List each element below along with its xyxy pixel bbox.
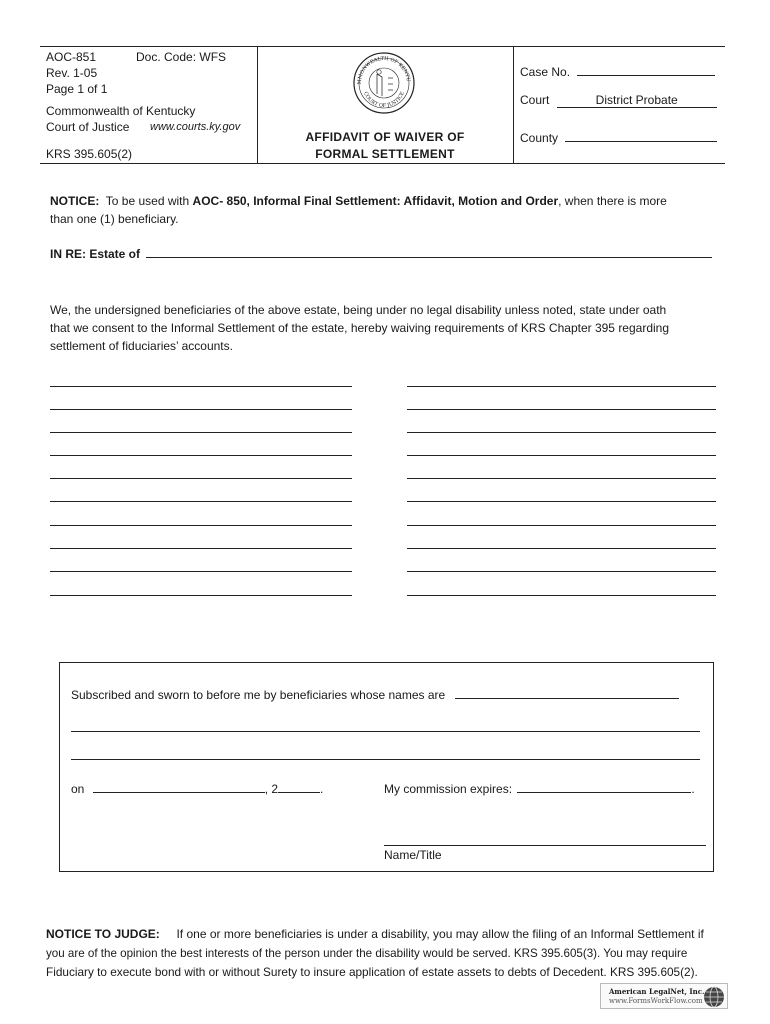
page-indicator: Page 1 of 1 <box>46 82 108 96</box>
commonwealth-label: Commonwealth of Kentucky <box>46 104 196 118</box>
year-prefix: , 2 <box>264 782 279 796</box>
case-number-line[interactable] <box>577 64 715 76</box>
judge-notice-label: NOTICE TO JUDGE: <box>46 927 160 941</box>
beneficiary-signature-line[interactable] <box>50 595 352 596</box>
notice-pre: To be used with <box>105 194 190 208</box>
court-field[interactable] <box>520 93 717 108</box>
in-re-label: IN RE: Estate of <box>50 247 141 261</box>
judge-notice-paragraph <box>46 925 726 982</box>
notice-post: , when there is more <box>558 194 667 208</box>
court-seal-icon <box>353 52 415 114</box>
notice-paragraph <box>50 192 720 228</box>
seal-text-bottom: COURT OF JUSTICE <box>362 90 406 110</box>
court-value <box>557 93 717 108</box>
beneficiary-signature-line[interactable] <box>50 525 352 526</box>
notice-form-reference: AOC- 850, Informal Final Settlement: Affidavit, Motion and Order <box>192 194 559 208</box>
beneficiary-signature-line[interactable] <box>407 548 716 549</box>
beneficiary-signature-line[interactable] <box>407 478 716 479</box>
judge-notice-line2: you are of the opinion the best interests of the person under the disability would be served. KRS 395.605(3). You may require <box>46 947 688 960</box>
notice-label: NOTICE: <box>50 194 100 208</box>
in-re-field[interactable] <box>50 246 712 261</box>
court-of-justice-label: Court of Justice <box>46 120 130 134</box>
estate-name-line[interactable] <box>146 246 712 258</box>
seal-text-top: MMONWEALTH OF KENTU <box>356 55 412 85</box>
form-number: AOC-851 <box>46 50 97 64</box>
notice-line1 <box>50 192 720 210</box>
header-bottom-rule <box>40 163 725 164</box>
footer-url[interactable]: www.FormsWorkFlow.com <box>609 997 703 1005</box>
case-number-field[interactable] <box>520 64 715 79</box>
subscribed-field[interactable] <box>71 687 679 702</box>
beneficiary-signature-line[interactable] <box>407 571 716 572</box>
form-title-line2: FORMAL SETTLEMENT <box>315 147 455 161</box>
commission-expires-line[interactable] <box>517 781 691 793</box>
on-label: on <box>71 782 85 796</box>
oath-paragraph <box>50 301 720 355</box>
oath-line2: that we consent to the Informal Settlement of the estate, hereby waiving requirements of KRS Chapter 395 regarding <box>50 321 670 335</box>
subscribed-text: Subscribed and sworn to before me by beneficiaries whose names are <box>71 688 446 702</box>
county-line[interactable] <box>565 130 717 142</box>
notice-line2: than one (1) beneficiary. <box>50 212 179 226</box>
svg-text:COURT OF JUSTICE <box>362 91 406 109</box>
beneficiary-signature-line[interactable] <box>50 409 352 410</box>
court-value-text: District Probate <box>595 93 678 107</box>
statute-reference: KRS 395.605(2) <box>46 147 133 161</box>
footer-logo <box>600 983 728 1009</box>
beneficiary-signature-line[interactable] <box>407 409 716 410</box>
date-field[interactable] <box>71 781 323 796</box>
oath-line3: settlement of fiduciaries’ accounts. <box>50 339 233 353</box>
commission-suffix: . <box>691 782 695 796</box>
beneficiary-signature-line[interactable] <box>407 386 716 387</box>
year-line[interactable] <box>278 781 320 793</box>
commission-label: My commission expires: <box>384 782 513 796</box>
beneficiary-signature-line[interactable] <box>407 501 716 502</box>
header-divider-left <box>257 46 258 163</box>
beneficiary-signature-line[interactable] <box>50 455 352 456</box>
website-link[interactable]: www.courts.ky.gov <box>150 121 241 133</box>
beneficiary-signature-line[interactable] <box>407 525 716 526</box>
header-divider-right <box>513 46 514 163</box>
commission-field[interactable] <box>384 781 695 796</box>
name-title-label: Name/Title <box>384 848 442 862</box>
beneficiary-signature-line[interactable] <box>50 548 352 549</box>
year-suffix: . <box>320 782 324 796</box>
beneficiary-signature-line[interactable] <box>407 455 716 456</box>
header-top-rule <box>40 46 725 47</box>
county-field[interactable] <box>520 130 717 145</box>
county-label: County <box>520 131 559 145</box>
beneficiary-names-line[interactable] <box>455 687 679 699</box>
beneficiary-signature-line[interactable] <box>50 478 352 479</box>
case-number-label: Case No. <box>520 65 571 79</box>
oath-line1: We, the undersigned beneficiaries of the above estate, being under no legal disability unless noted, state under oath <box>50 303 667 317</box>
beneficiary-signature-line[interactable] <box>407 595 716 596</box>
footer-company: American LegalNet, Inc. <box>609 987 705 996</box>
revision: Rev. 1-05 <box>46 66 98 80</box>
beneficiary-signature-line[interactable] <box>407 432 716 433</box>
judge-notice-text1: If one or more beneficiaries is under a disability, you may allow the filing of an Informal Settlement if <box>176 927 704 941</box>
form-title-line1: AFFIDAVIT OF WAIVER OF <box>305 130 465 144</box>
beneficiary-signature-line[interactable] <box>50 432 352 433</box>
beneficiary-signature-line[interactable] <box>50 501 352 502</box>
doc-code: Doc. Code: WFS <box>136 50 227 64</box>
beneficiary-signature-line[interactable] <box>50 571 352 572</box>
name-title-signature-line[interactable] <box>384 845 706 846</box>
beneficiary-signature-line[interactable] <box>50 386 352 387</box>
date-line[interactable] <box>93 781 265 793</box>
beneficiary-names-line-3[interactable] <box>71 759 700 760</box>
court-label: Court <box>520 93 550 107</box>
judge-notice-line3: Fiduciary to execute bond with or without Surety to insure application of estate assets to debts of Decedent. KRS 395.605(2). <box>46 965 698 979</box>
beneficiary-names-line-2[interactable] <box>71 731 700 732</box>
globe-icon <box>703 986 725 1008</box>
judge-notice-line1 <box>46 925 726 944</box>
